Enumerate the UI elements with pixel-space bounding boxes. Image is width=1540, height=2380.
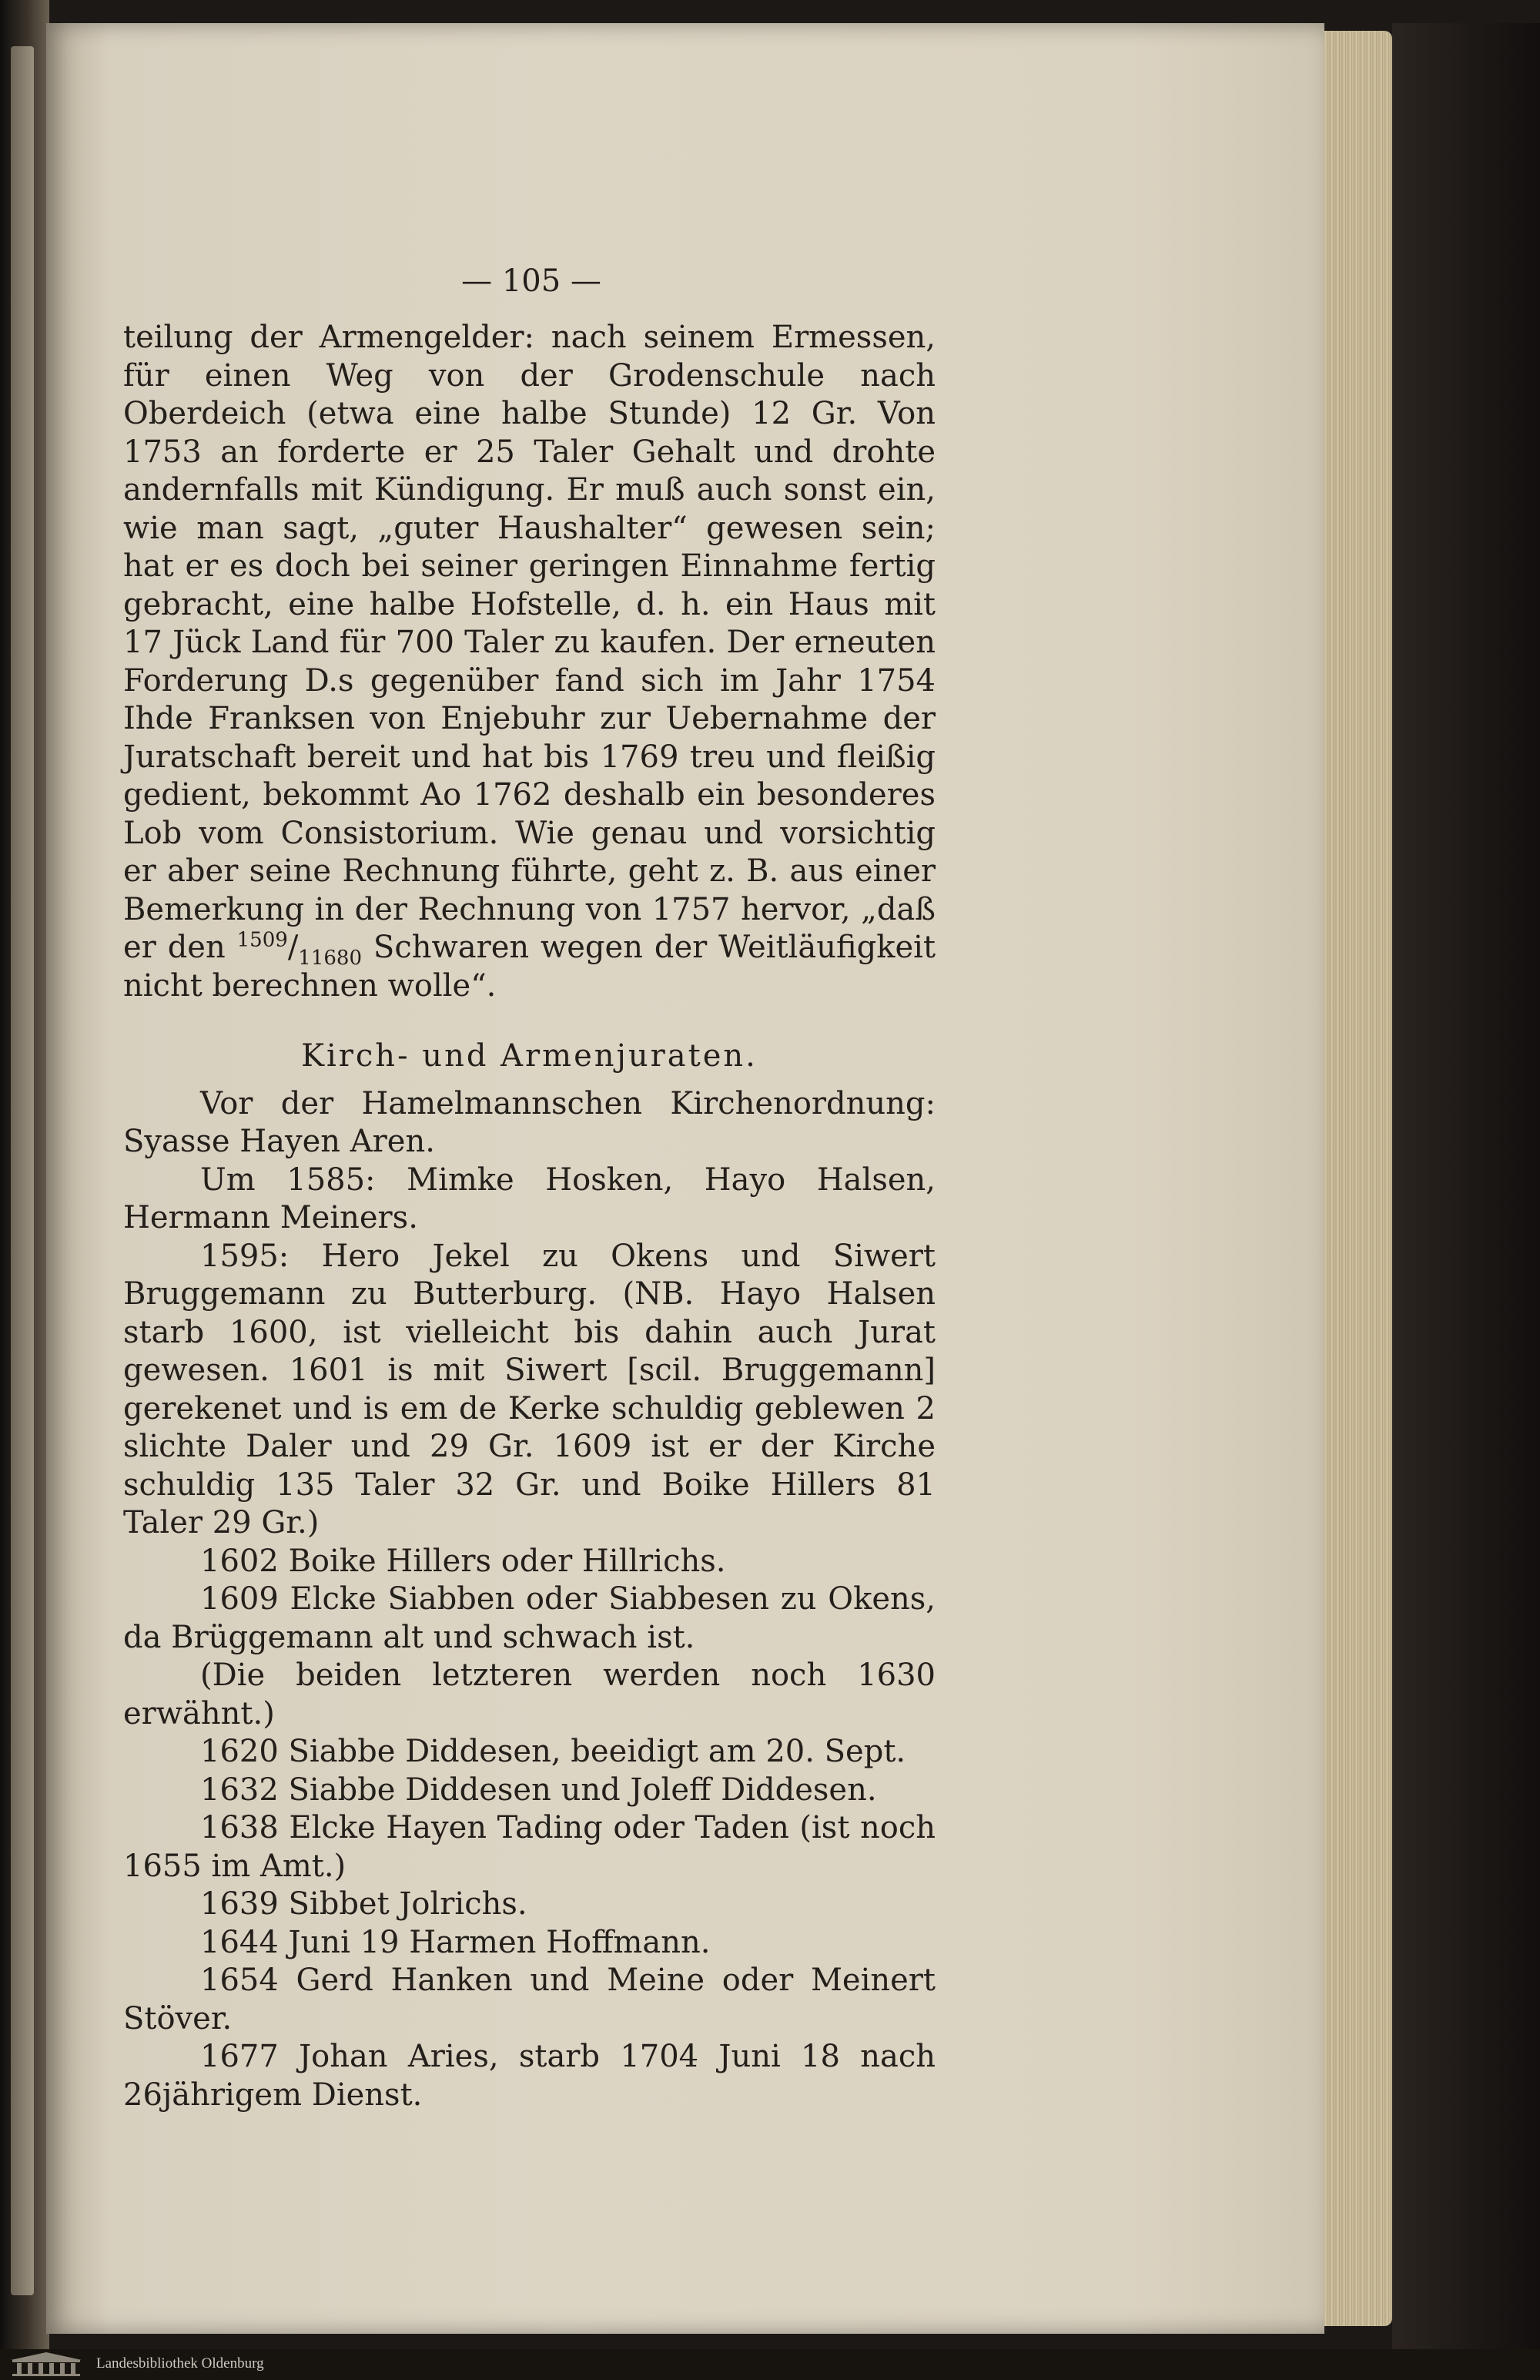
juraten-entry: 1654 Gerd Hanken und Meine oder Meinert Stöver. (123, 1963, 936, 2036)
juraten-entry: Vor der Hamelmannschen Kirchenordnung: Syasse Hayen Aren. (123, 1085, 936, 1159)
juraten-entry: 1609 Elcke Siabben oder Siabbesen zu Okens, da Brüggemann alt und schwach ist. (123, 1581, 936, 1655)
juraten-entry: 1595: Hero Jekel zu Okens und Siwert Bruggemann zu Butterburg. (NB. Hayo Halsen starb 1600, ist vielleicht bis dahin auch Jurat gewesen. 1601 is mit Siwert [scil. Bruggemann] gerekenet und is em de Kerke schuldig geblewen 2 slichte Daler und 29 Gr. 1609 ist er der Kirche schuldig 135 Taler 32 Gr. und Boike Hillers 81 Taler 29 Gr.) (123, 1238, 936, 1540)
juraten-entry: Um 1585: Mimke Hosken, Hayo Halsen, Hermann Meiners. (123, 1162, 936, 1235)
juraten-entry: 1677 Johan Aries, starb 1704 Juni 18 nach 26jährigem Dienst. (123, 2039, 936, 2113)
continuation-end-text: Schwaren wegen der Weitläufigkeit nicht berechnen wolle“. (123, 930, 936, 1004)
juraten-entry: 1638 Elcke Hayen Tading oder Taden (ist noch 1655 im Amt.) (123, 1810, 936, 1884)
juraten-entry: 1620 Siabbe Diddesen, beeidigt am 20. Sept. (200, 1734, 906, 1769)
page-edges-shadow (1392, 23, 1540, 2349)
juraten-entry: 1632 Siabbe Diddesen und Joleff Diddesen. (200, 1772, 877, 1808)
continuation-text: teilung der Armengelder: nach seinem Ermessen, für einen Weg von der Grodenschule nach Oberdeich (etwa eine halbe Stunde) 12 Gr. Von 1753 an forderte er 25 Taler Gehalt und drohte andernfalls mit Kündigung. Er muß auch sonst ein, wie man sagt, „guter Haushalter“ gewesen sein; hat er es doch bei seiner geringen Einnahme fertig gebracht, eine halbe Hofstelle, d. h. ein Haus mit 17 Jück Land für 700 Taler zu kaufen. Der erneuten Forderung D.s gegenüber fand sich im Jahr 1754 Ihde Franksen von Enjebuhr zur Uebernahme der Juratschaft bereit und hat bis 1769 treu und fleißig gedient, bekommt Ao 1762 deshalb ein besonderes Lob vom Consistorium. Wie genau und vorsichtig er aber seine Rechnung führte, geht z. B. aus einer Bemerkung in der Rechnung von 1757 hervor, „daß er den (123, 320, 936, 965)
section-heading: Kirch- und Armenjuraten. (301, 1038, 758, 1074)
juraten-entry: 1644 Juni 19 Harmen Hoffmann. (200, 1924, 711, 1960)
fraction-denominator: 11680 (298, 947, 363, 970)
continuation-paragraph: teilung der Armengelder: nach seinem Ermessen, für einen Weg von der Grodenschule nach Oberdeich (etwa eine halbe Stunde) 12 Gr. Von 1753 an forderte er 25 Taler Gehalt und drohte andernfalls mit Kündigung. Er muß auch sonst ein, wie man sagt, „guter Haushalter“ gewesen sein; hat er es doch bei seiner geringen Einnahme fertig gebracht, eine halbe Hofstelle, d. h. ein Haus mit 17 Jück Land für 700 Taler zu kaufen. Der erneuten Forderung D.s gegenüber fand sich im Jahr 1754 Ihde Franksen von Enjebuhr zur Uebernahme der Juratschaft bereit und hat bis 1769 treu und fleißig gedient, bekommt Ao 1762 deshalb ein besonderes Lob vom Consistorium. Wie genau und vorsichtig er aber seine Rechnung führte, geht z. B. aus einer Bemerkung in der Rechnung von 1757 hervor, „daß er den $^{1509}/_{11680}$ Schwaren wegen der Weitläufigkeit nicht berechnen wolle“. (123, 320, 936, 1004)
library-name: Landesbibliothek Oldenburg (96, 2355, 264, 2372)
page-text (123, 262, 936, 2114)
previous-page-edge (11, 46, 34, 2295)
juraten-entry: (Die beiden letzteren werden noch 1630 erwähnt.) (123, 1658, 936, 1731)
library-building-icon (8, 2351, 85, 2377)
page-number: — 105 — (461, 263, 601, 299)
juraten-entry: 1639 Sibbet Jolrichs. (200, 1886, 527, 1922)
juraten-entry: 1602 Boike Hillers oder Hillrichs. (200, 1543, 726, 1579)
fraction-numerator: 1509 (236, 928, 288, 952)
